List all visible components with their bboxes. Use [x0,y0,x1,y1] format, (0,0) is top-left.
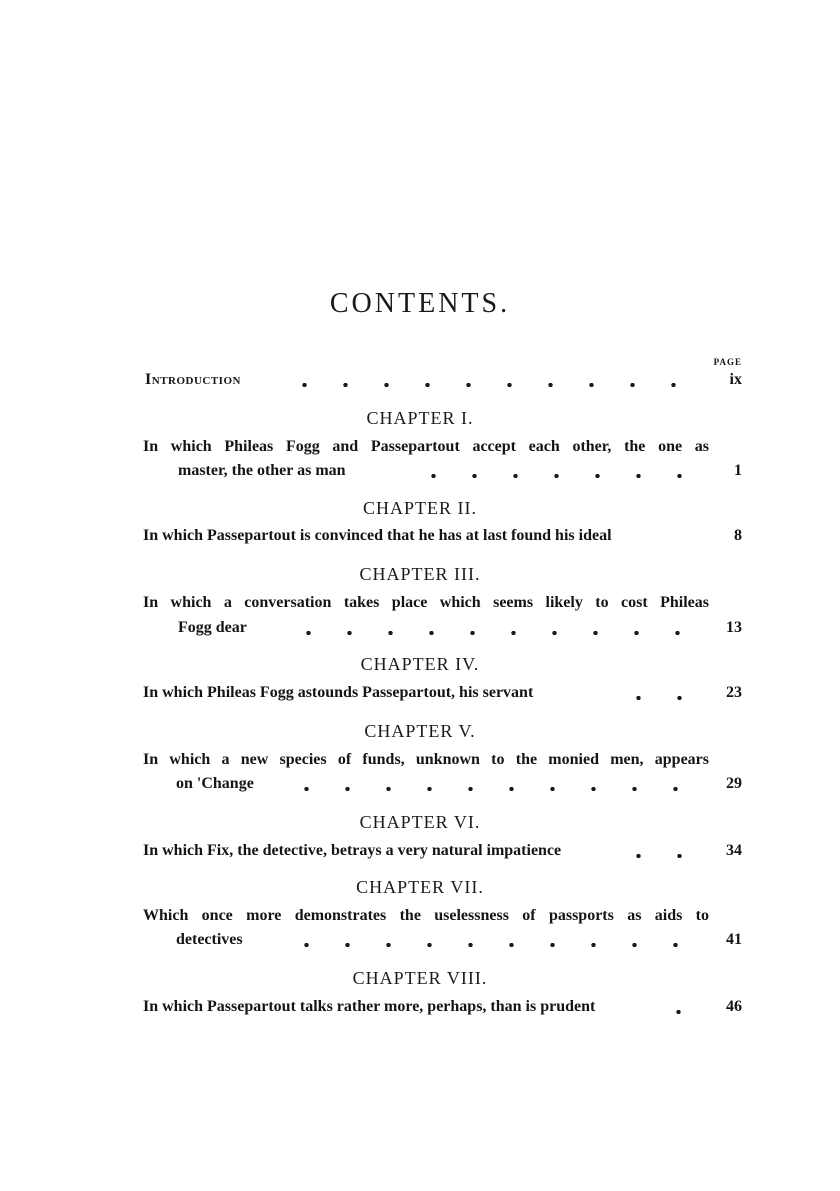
chapter-4-title: In which Phileas Fogg astounds Passepartout, his servant [143,684,534,701]
chapter-2-heading: CHAPTER II. [363,498,477,518]
chapter-4-heading: CHAPTER IV. [360,654,480,674]
chapter-1-heading: CHAPTER I. [366,408,474,428]
chapter-7-title-line1: Which once more demonstrates the uselessness of passports as aids to [143,907,709,924]
chapter-1-title-line1: In which Phileas Fogg and Passepartout accept each other, the one as [143,438,709,455]
introduction-label: Introduction [145,371,241,388]
page-column-heading: PAGE [713,357,742,367]
contents-title: CONTENTS. [329,288,511,319]
chapter-3-title-line1: In which a conversation takes place which seems likely to cost Phileas [143,594,709,611]
chapter-4-dot-leader [618,696,706,700]
chapter-3-title-line2: Fogg dear [178,619,247,636]
chapter-8-dot-leader [658,1010,706,1014]
chapter-3-heading: CHAPTER III. [359,564,481,584]
chapter-8-title: In which Passepartout talks rather more, perhaps, than is prudent [143,998,596,1015]
chapter-7-title-line2: detectives [176,931,243,948]
chapter-3-dot-leader [288,631,706,635]
chapter-2-page-number: 8 [734,527,742,544]
chapter-5-page-number: 29 [726,775,742,792]
chapter-7-page-number: 41 [726,931,742,948]
chapter-7-heading: CHAPTER VII. [356,877,484,897]
introduction-page-number: ix [729,371,742,388]
chapter-6-page-number: 34 [726,842,742,859]
chapter-5-title-line2: on 'Change [176,775,254,792]
chapter-1-title-line2: master, the other as man [178,462,346,479]
chapter-1-dot-leader [413,474,706,478]
chapter-6-dot-leader [618,854,706,858]
chapter-7-dot-leader [286,943,706,947]
chapter-6-heading: CHAPTER VI. [359,812,481,832]
chapter-8-page-number: 46 [726,998,742,1015]
introduction-dot-leader [284,383,706,387]
chapter-8-heading: CHAPTER VIII. [352,968,488,988]
chapter-5-title-line1: In which a new species of funds, unknown to the monied men, appears [143,751,709,768]
chapter-5-dot-leader [286,787,706,791]
chapter-5-heading: CHAPTER V. [364,721,476,741]
chapter-1-page-number: 1 [734,462,742,479]
chapter-4-page-number: 23 [726,684,742,701]
chapter-3-page-number: 13 [726,619,742,636]
chapter-6-title: In which Fix, the detective, betrays a very natural impatience [143,842,562,859]
chapter-2-title: In which Passepartout is convinced that he has at last found his ideal [143,527,612,544]
